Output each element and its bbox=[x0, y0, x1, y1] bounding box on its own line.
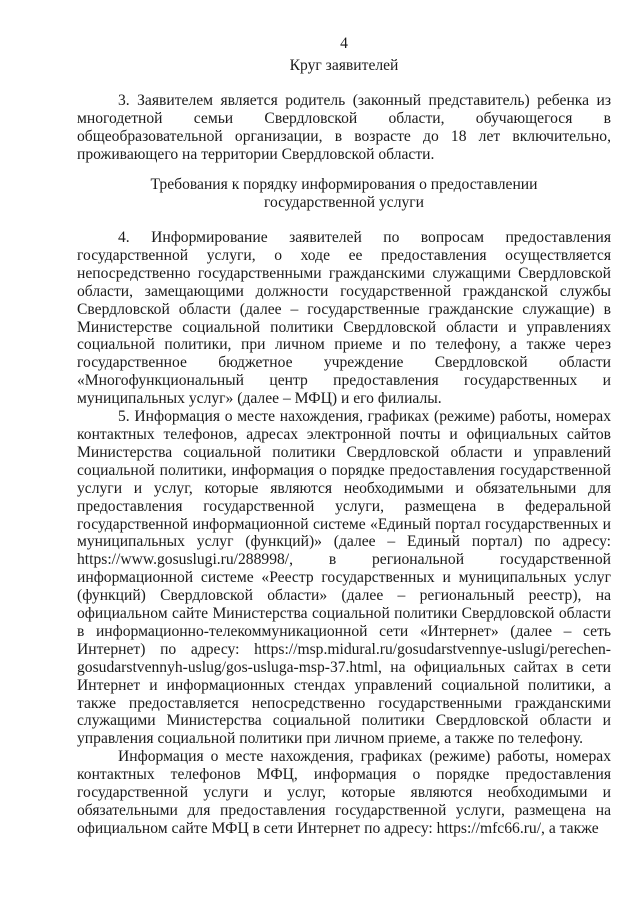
applicants-section bbox=[77, 92, 611, 164]
paragraph-5: 5. Информация о месте нахождения, графиках (режиме) работы, номерах контактных телефонов, адресах электронной почты и официальных сайтов Министерства социальной политики Свердловской области и управлений социальной политики, информация о порядке предоставления государственной услуги и услуг, которые являются необходимыми и обязательными для предоставления государственной услуги, размещена в федеральной государственной информационной системе «Единый портал государственных и муниципальных услуг (функций)» (далее – Единый портал) по адресу: https://www.gosuslugi.ru/288998/, в региональной государственной информационной системе «Реестр государственных и муниципальных услуг (функций) Свердловской области» (далее – региональный реестр), на официальном сайте Министерства социальной политики Свердловской области в информационно-телекоммуникационной сети «Интернет» (далее – сеть Интернет) по адресу: https://msp.midural.ru/gosudarstvennye-uslugi/perechen-gosudarstvennyh-uslug/gos-usluga-msp-37.html, на официальных сайтах в сети Интернет и информационных стендах управлений социальной политики, а также предоставляется непосредственно государственными гражданскими служащими Министерства социальной политики Свердловской области и управления социальной политики при личном приеме, а также по телефону. bbox=[77, 408, 611, 748]
paragraph-4: 4. Информирование заявителей по вопросам предоставления государственной услуги, о ходе ее предоставления осуществляется непосредственно государственными гражданскими служащими Свердловской области, замещающими должности государственной гражданской службы Свердловской области (далее – государственные гражданские служащие) в Министерстве социальной политики Свердловской области и управлениях социальной политики, при личном приеме и по телефону, а также через государственное бюджетное учреждение Свердловской области «Многофункциональный центр предоставления государственных и муниципальных услуг» (далее – МФЦ) и его филиалы. bbox=[77, 229, 611, 408]
requirements-title-line2: государственной услуги bbox=[263, 193, 425, 211]
requirements-title-line1: Требования к порядку информирования о предоставлении bbox=[150, 176, 538, 193]
paragraph-mfc: Информация о месте нахождения, графиках (режиме) работы, номерах контактных телефонов МФЦ, информация о порядке предоставления государственной услуги и услуг, которые являются необходимыми и обязательными для предоставления государственной услуги, размещена на официальном сайте МФЦ в сети Интернет по адресу: https://mfc66.ru/, а также bbox=[77, 748, 611, 837]
page-number: 4 bbox=[340, 35, 348, 52]
section-title: Круг заявителей bbox=[289, 57, 399, 74]
requirements-section bbox=[77, 229, 611, 838]
paragraph-3: 3. Заявителем является родитель (законный представитель) ребенка из многодетной семьи Свердловской области, обучающегося в общеобразовательной организации, в возрасте до 18 лет включительно, проживающего на территории Свердловской области. bbox=[77, 92, 611, 163]
requirements-title bbox=[77, 176, 611, 212]
